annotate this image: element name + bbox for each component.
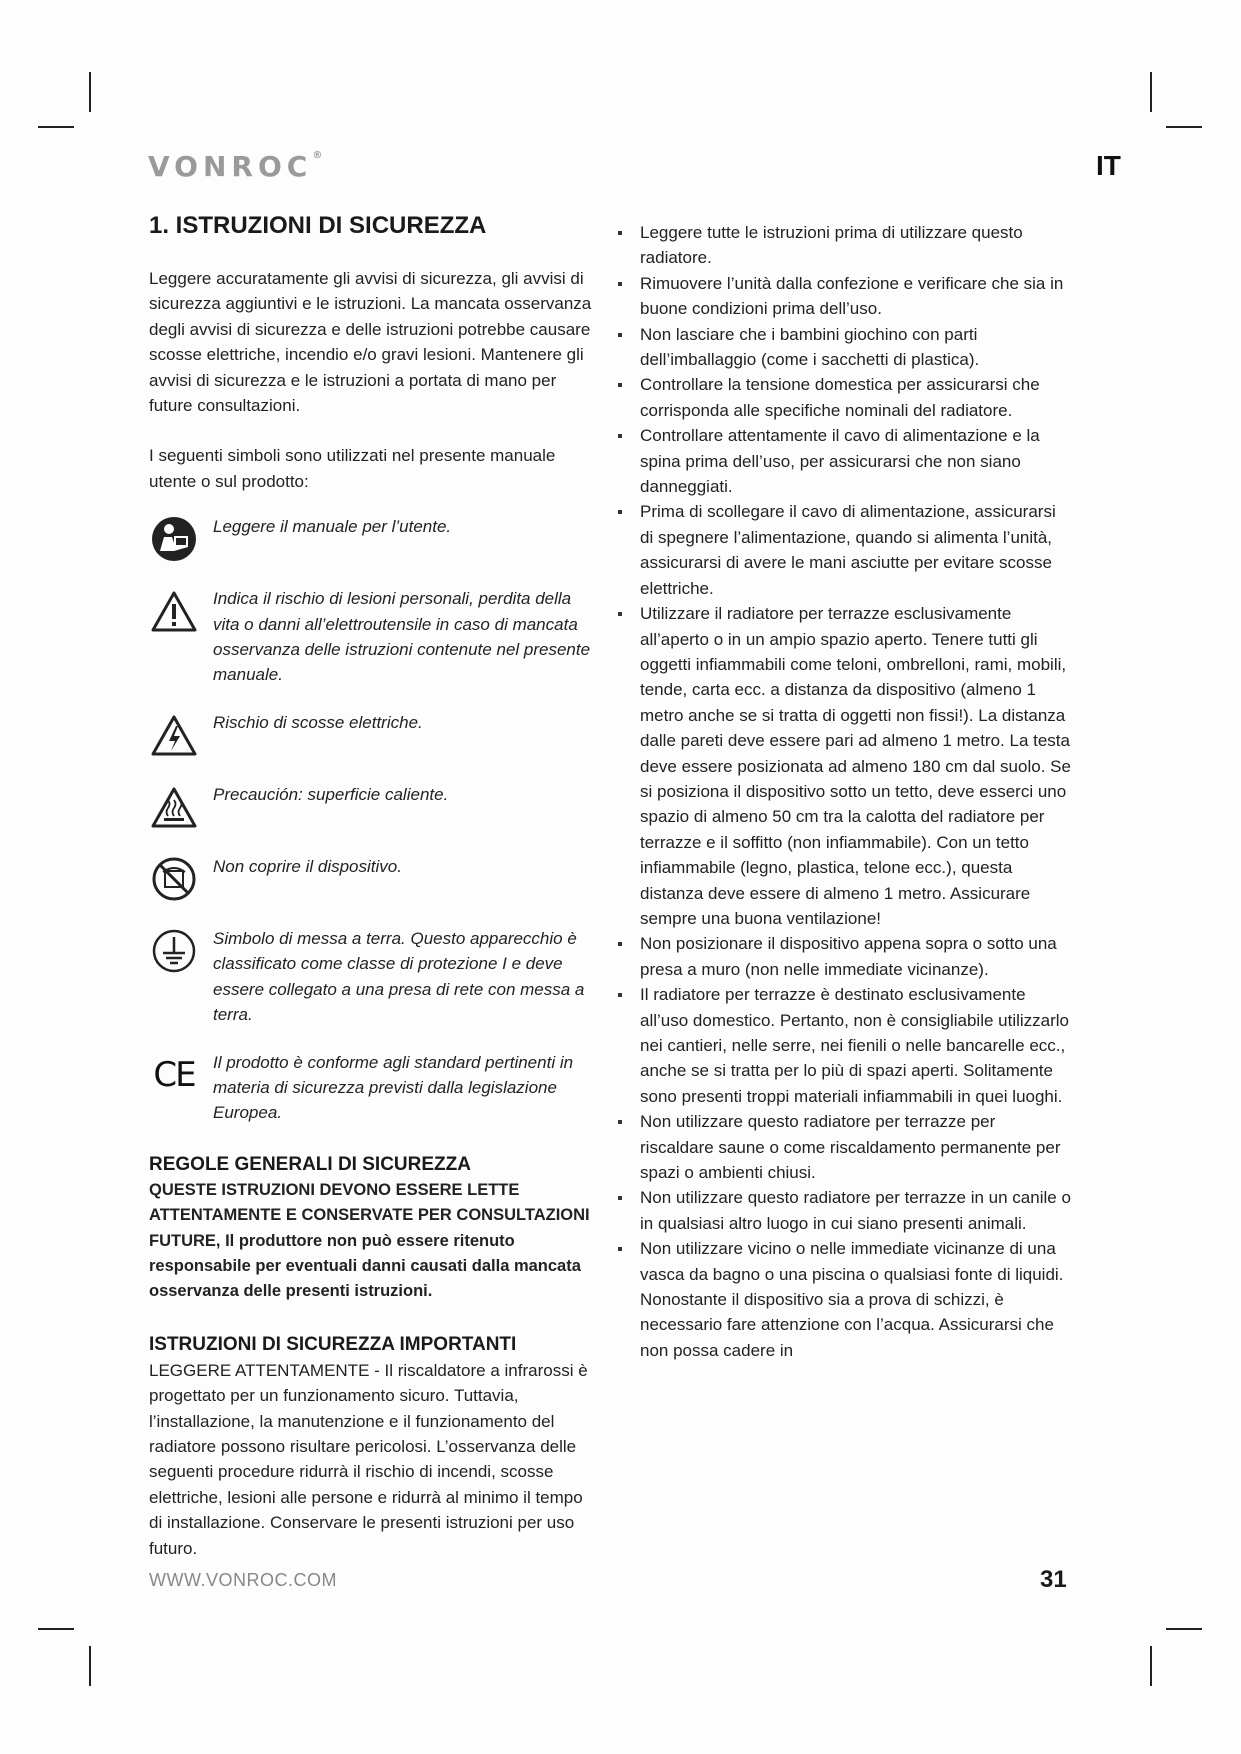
symbol-row bbox=[149, 710, 599, 760]
list-item: Controllare attentamente il cavo di alimentazione e la spina prima dell’uso, per assicurarsi che non siano danneggiati. bbox=[617, 423, 1072, 499]
list-item: Il radiatore per terrazze è destinato esclusivamente all’uso domestico. Pertanto, non è consigliabile utilizzarlo nei cantieri, nelle serre, nei fienili o nelle bancarelle ecc., anche se si tratta per lo più di spazi aperti. Solitamente sono presenti troppi materiali infiammabili in quei luoghi. bbox=[617, 982, 1072, 1109]
list-item: Non posizionare il dispositivo appena sopra o sotto una presa a muro (non nelle immediate vicinanze). bbox=[617, 931, 1072, 982]
crop-mark bbox=[38, 126, 74, 128]
footer-url: WWW.VONROC.COM bbox=[149, 1570, 337, 1590]
symbols-intro: I seguenti simboli sono utilizzati nel presente manuale utente o sul prodotto: bbox=[149, 446, 556, 491]
important-instructions-text: LEGGERE ATTENTAMENTE - Il riscaldatore a infrarossi è progettato per un funzionamento sicuro. Tuttavia, l’installazione, la manutenzione e il funzionamento del radiatore possono risultare pericolosi. L’osservanza delle seguenti procedure ridurrà il rischio di incendi, scosse elettriche, lesioni alle persone e ridurrà al minimo il tempo di installazione. Conservare le presenti istruzioni per uso futuro. bbox=[149, 1360, 588, 1558]
electric-shock-icon bbox=[149, 710, 199, 760]
list-item: Non utilizzare questo radiatore per terrazze per riscaldare saune o come riscaldamento permanente per spazi o ambienti chiusi. bbox=[617, 1109, 1072, 1185]
intro-paragraph: Leggere accuratamente gli avvisi di sicurezza, gli avvisi di sicurezza aggiuntivi e le istruzioni. La mancata osservanza degli avvisi di sicurezza e delle istruzioni potrebbe causare scosse elettriche, incendio e/o gravi lesioni. Mantenere gli avvisi di sicurezza e le istruzioni a portata di mano per future consultazioni. bbox=[149, 269, 592, 416]
symbol-row bbox=[149, 586, 599, 688]
language-code: IT bbox=[1096, 150, 1121, 181]
general-rules-heading: REGOLE GENERALI DI SICUREZZA bbox=[149, 1153, 471, 1175]
crop-mark bbox=[1166, 1628, 1202, 1630]
list-item: Non utilizzare questo radiatore per terrazze in un canile o in qualsiasi altro luogo in cui siano presenti animali. bbox=[617, 1185, 1072, 1236]
symbol-description: Leggere il manuale per l’utente. bbox=[213, 517, 452, 537]
list-item: Controllare la tensione domestica per assicurarsi che corrisponda alle specifiche nominali del radiatore. bbox=[617, 372, 1072, 423]
left-column bbox=[149, 212, 599, 1561]
list-item: Utilizzare il radiatore per terrazze esclusivamente all’aperto o in un ampio spazio aperto. Tenere tutti gli oggetti infiammabili come teloni, ombrelloni, rami, mobili, tende, carta ecc. a distanza da dispositivo (almeno 1 metro anche se si tratta di oggetti non fissi!). La distanza dalle pareti deve essere pari ad almeno 1 metro. La testa deve essere posizionata ad almeno 180 cm dal suolo. Se si posiziona il dispositivo sotto un tetto, deve esserci uno spazio di almeno 50 cm tra la calotta del radiatore per terrazze e il soffitto (non infiammabile). Con un tetto infiammabile (legno, plastica, telone ecc.), questa distanza deve essere di almeno 1 metro. Assicurare sempre una buona ventilazione! bbox=[617, 601, 1072, 931]
warning-icon bbox=[149, 586, 199, 636]
crop-mark bbox=[89, 72, 91, 112]
symbol-description: Rischio di scosse elettriche. bbox=[213, 712, 423, 732]
hot-surface-icon bbox=[149, 782, 199, 832]
list-item: Rimuovere l’unità dalla confezione e verificare che sia in buone condizioni prima dell’uso. bbox=[617, 271, 1072, 322]
general-rules-text: QUESTE ISTRUZIONI DEVONO ESSERE LETTE ATTENTAMENTE E CONSERVATE PER CONSULTAZIONI FUTURE, Il produttore non può essere ritenuto responsabile per eventuali danni causati dalla mancata osservanza delle presenti istruzioni. bbox=[149, 1180, 590, 1301]
symbol-description: Precaución: superficie caliente. bbox=[213, 784, 449, 804]
symbol-row bbox=[149, 1050, 599, 1126]
symbol-description: Il prodotto è conforme agli standard pertinenti in materia di sicurezza previsti dalla legislazione Europea. bbox=[213, 1052, 574, 1123]
brand-logo: VONROC® bbox=[148, 150, 323, 183]
list-item: Non lasciare che i bambini giochino con parti dell’imballaggio (come i sacchetti di plastica). bbox=[617, 322, 1072, 373]
ce-mark-icon: CE bbox=[153, 1054, 195, 1095]
page-number: 31 bbox=[1040, 1566, 1067, 1593]
list-item: Prima di scollegare il cavo di alimentazione, assicurarsi di spegnere l’alimentazione, quando si alimenta l’unità, assicurarsi di avere le mani asciutte per evitare scosse elettriche. bbox=[617, 499, 1072, 601]
symbol-description: Non coprire il dispositivo. bbox=[213, 856, 402, 876]
list-item: Leggere tutte le istruzioni prima di utilizzare questo radiatore. bbox=[617, 220, 1072, 271]
crop-mark bbox=[89, 1646, 91, 1686]
symbol-description: Indica il rischio di lesioni personali, perdita della vita o danni all’elettroutensile in caso di mancata osservanza delle istruzioni contenute nel presente manuale. bbox=[213, 589, 591, 685]
crop-mark bbox=[1150, 1646, 1152, 1686]
read-manual-icon bbox=[149, 514, 199, 564]
symbol-row bbox=[149, 854, 599, 904]
symbol-description: Simbolo di messa a terra. Questo apparecchio è classificato come classe di protezione I e deve essere collegato a una presa di rete con messa a terra. bbox=[213, 928, 585, 1025]
symbol-row bbox=[149, 514, 599, 564]
earth-ground-icon bbox=[149, 926, 199, 976]
important-instructions-heading: ISTRUZIONI DI SICUREZZA IMPORTANTI bbox=[149, 1333, 517, 1355]
crop-mark bbox=[1150, 72, 1152, 112]
section-title: 1. ISTRUZIONI DI SICUREZZA bbox=[149, 212, 487, 239]
list-item: Non utilizzare vicino o nelle immediate vicinanze di una vasca da bagno o una piscina o qualsiasi fonte di liquidi. Nonostante il dispositivo sia a prova di schizzi, è necessario fare attenzione con l’acqua. Assicurarsi che non possa cadere in bbox=[617, 1236, 1072, 1363]
symbol-row bbox=[149, 782, 599, 832]
safety-bullet-list bbox=[617, 220, 1072, 1363]
crop-mark bbox=[1166, 126, 1202, 128]
crop-mark bbox=[38, 1628, 74, 1630]
symbol-row bbox=[149, 926, 599, 1028]
right-column bbox=[617, 220, 1072, 1363]
do-not-cover-icon bbox=[149, 854, 199, 904]
